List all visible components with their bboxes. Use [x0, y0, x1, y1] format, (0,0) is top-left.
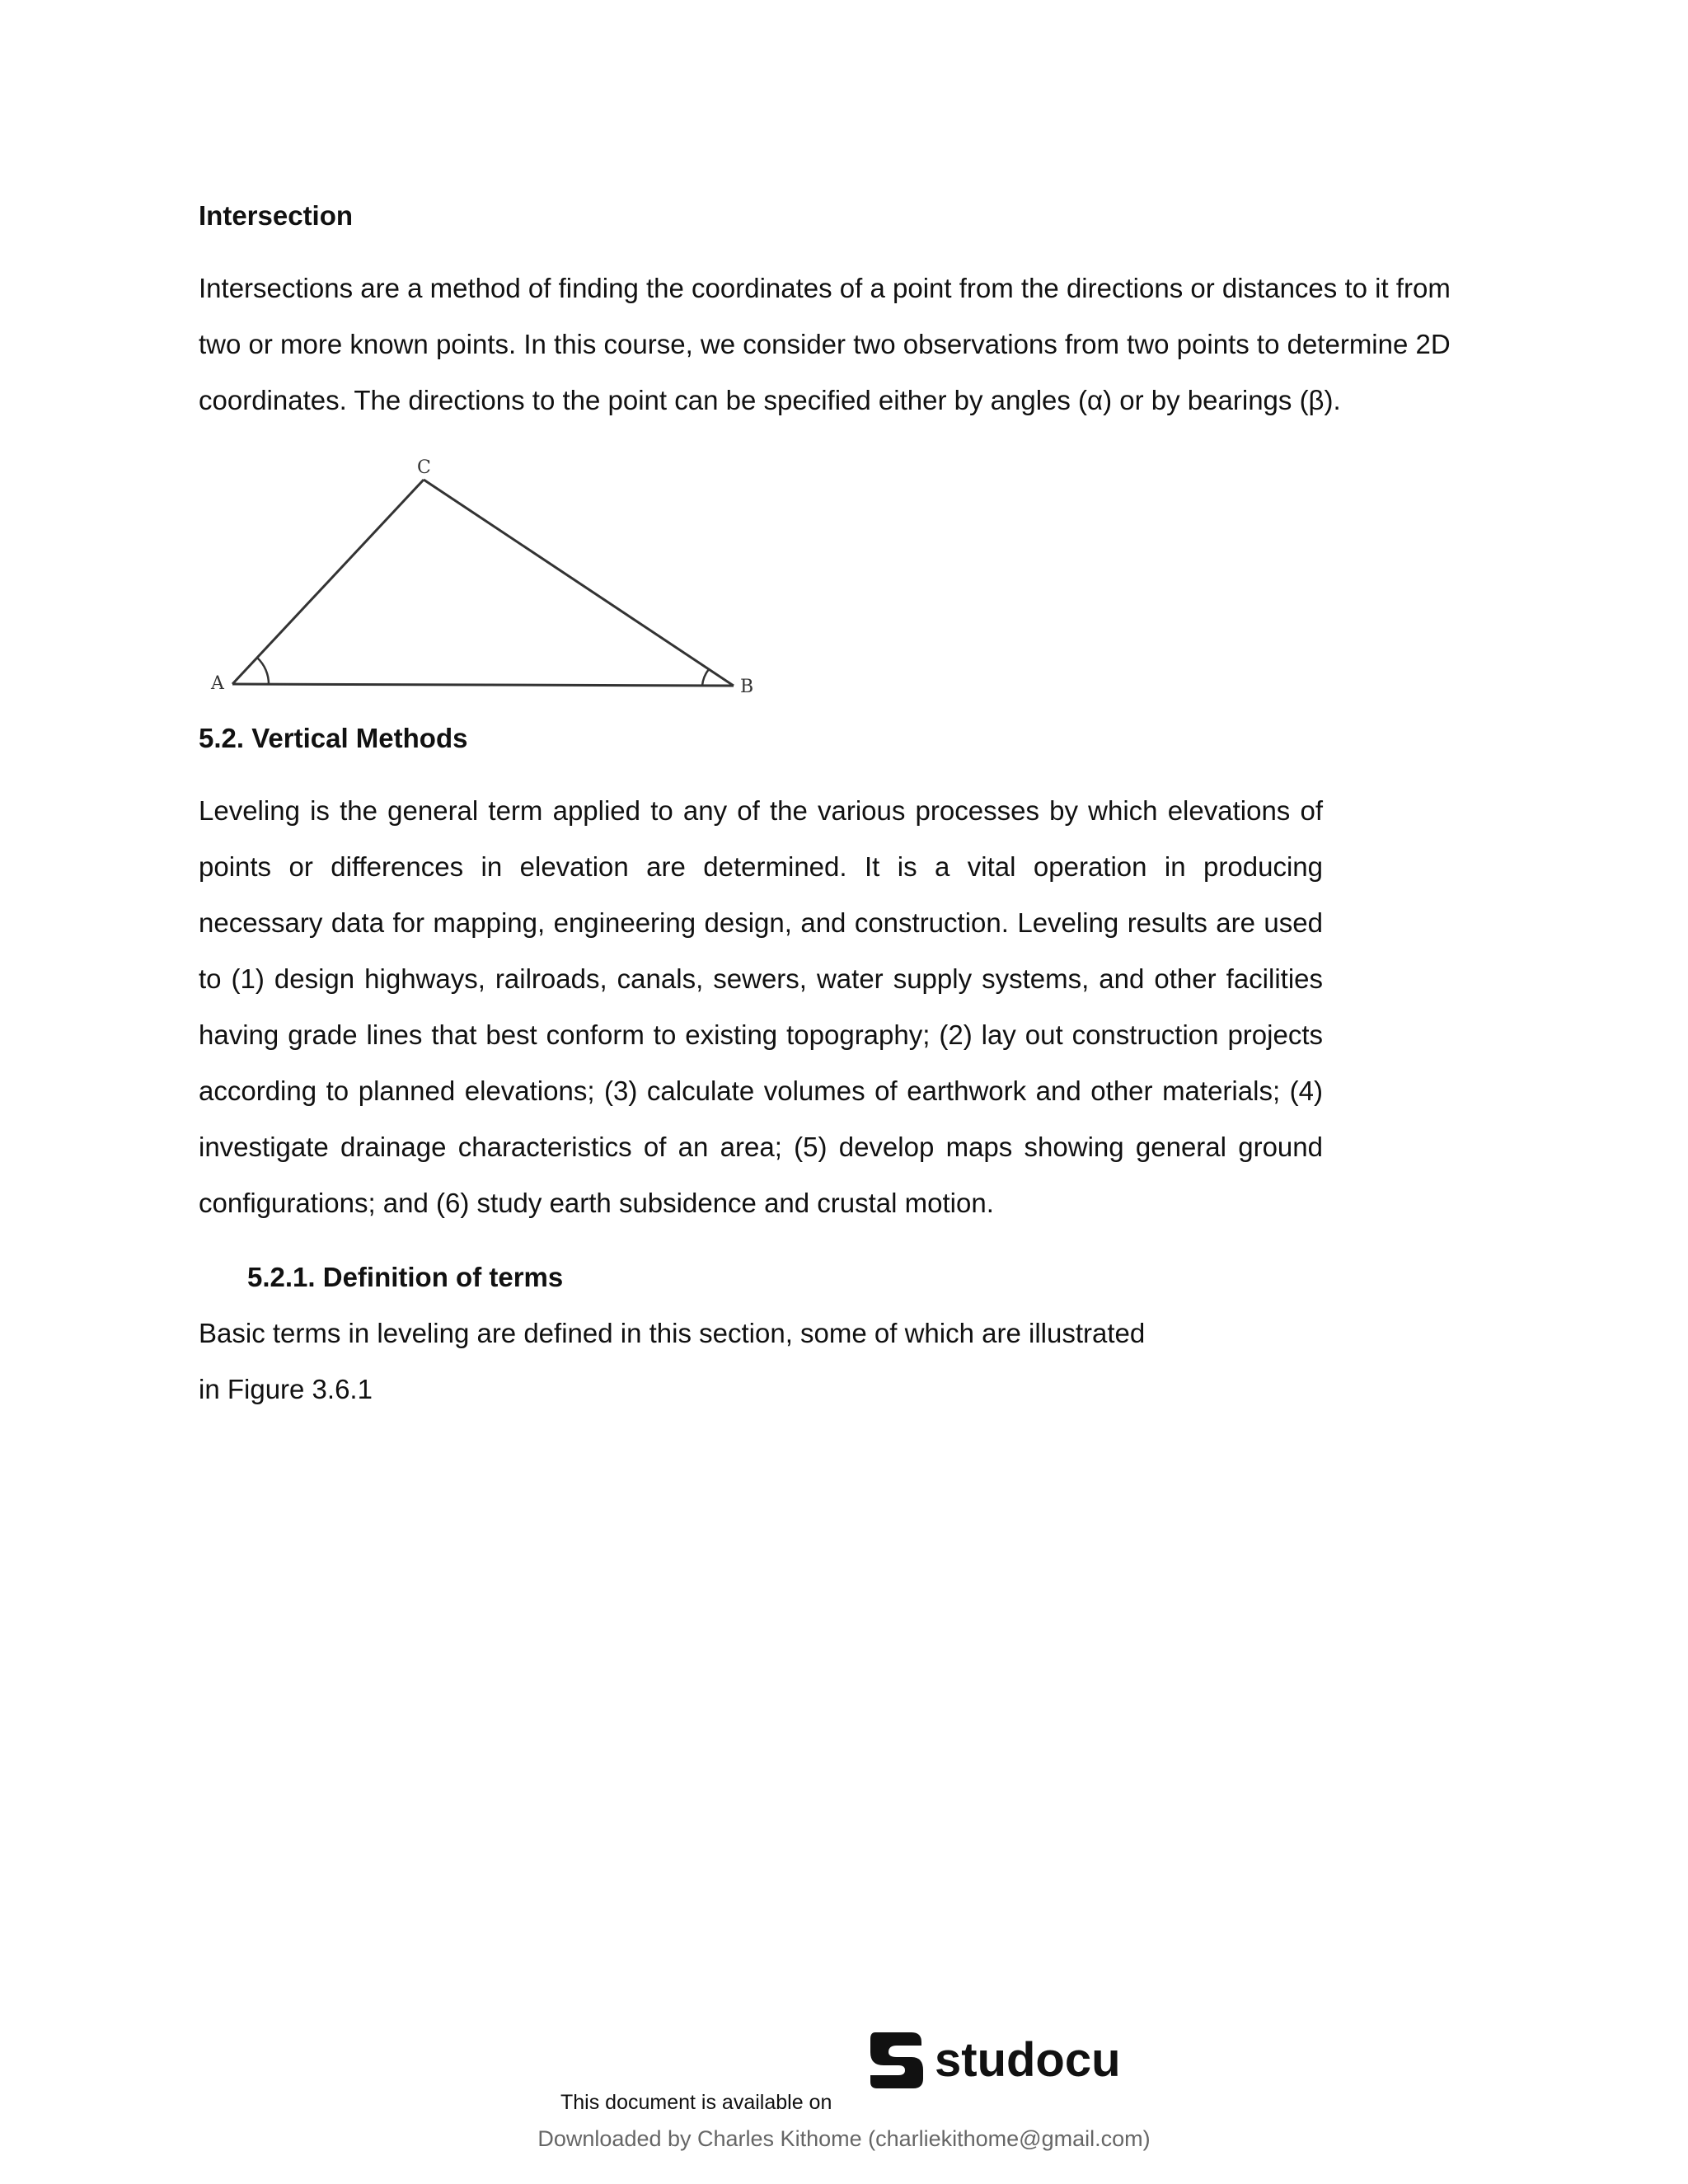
studocu-brand: studocu	[935, 2033, 1121, 2087]
side-cb	[424, 480, 734, 686]
point-label-b: B	[740, 677, 754, 697]
paragraph-line: coordinates. The directions to the point can be specified either by angles (α) or by bearings (β).	[199, 385, 1341, 415]
point-label-a: A	[211, 673, 224, 694]
paragraph-line: according to planned elevations; (3) calculate volumes of earthwork and other materials; (4)	[199, 1076, 1323, 1106]
paragraph-line: Leveling is the general term applied to any of the various processes by which elevations of	[199, 795, 1323, 826]
downloaded-by-text: Downloaded by Charles Kithome (charliekithome@gmail.com)	[537, 2126, 1151, 2151]
side-ac	[232, 480, 424, 684]
studocu-logo-icon	[864, 2027, 930, 2093]
angle-arc-b	[702, 669, 709, 686]
side-ab	[232, 684, 734, 686]
paragraph-line: having grade lines that best conform to existing topography; (2) lay out construction projects	[199, 1019, 1323, 1050]
paragraph-line: Basic terms in leveling are defined in this section, some of which are illustrated	[199, 1318, 1146, 1348]
paragraph-line: investigate drainage characteristics of an area; (5) develop maps showing general ground	[199, 1132, 1323, 1162]
intersection-paragraph	[199, 260, 1484, 429]
definition-of-terms-heading: 5.2.1. Definition of terms	[247, 1262, 564, 1292]
paragraph-line: necessary data for mapping, engineering design, and construction. Leveling results are used	[199, 907, 1323, 938]
paragraph-line: configurations; and (6) study earth subsidence and crustal motion.	[199, 1188, 994, 1218]
intersection-heading: Intersection	[199, 200, 354, 231]
paragraph-line: to (1) design highways, railroads, canals, sewers, water supply systems, and other facilities	[199, 963, 1323, 994]
leveling-paragraph	[199, 783, 1323, 1231]
paragraph-line: in Figure 3.6.1	[199, 1374, 373, 1404]
vertical-methods-heading: 5.2. Vertical Methods	[199, 723, 468, 753]
paragraph-line: points or differences in elevation are determined. It is a vital operation in producing	[199, 851, 1323, 882]
availability-text: This document is available on	[560, 2091, 832, 2114]
definitions-paragraph	[199, 1305, 1435, 1418]
intersection-triangle-figure	[198, 452, 775, 699]
angle-arc-a	[257, 658, 269, 685]
paragraph-line: Intersections are a method of finding the coordinates of a point from the directions or distances to it from	[199, 273, 1451, 303]
point-label-c: C	[417, 457, 431, 478]
paragraph-line: two or more known points. In this course, we consider two observations from two points to determine 2D	[199, 329, 1451, 359]
